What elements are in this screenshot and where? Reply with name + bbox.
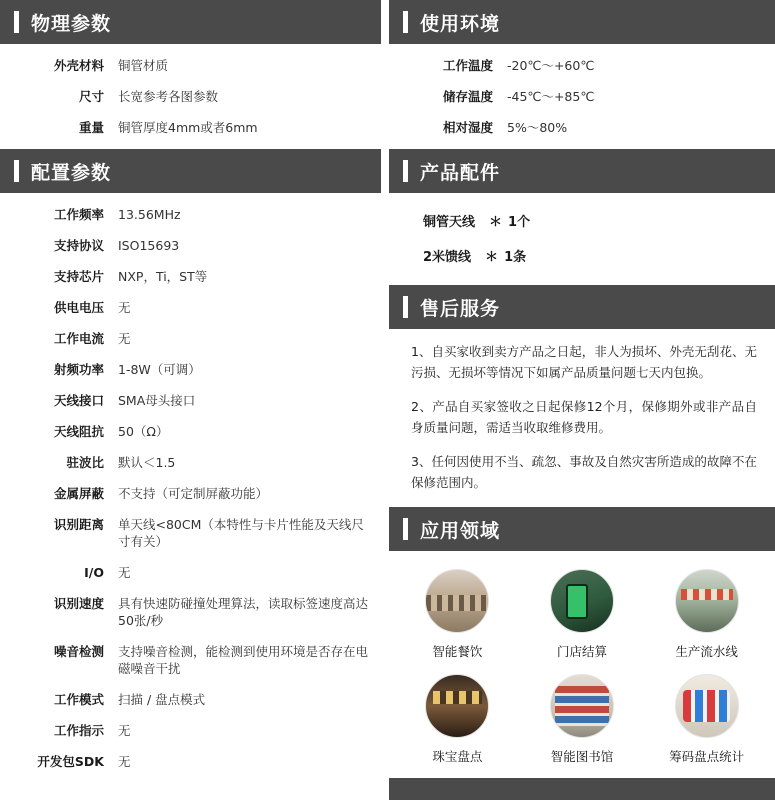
section-title-service: 售后服务 [420,297,501,320]
section-title-physical: 物理参数 [31,12,112,35]
spec-value: 50（Ω） [118,424,169,439]
table-row [0,230,381,261]
table-row [0,199,381,230]
spec-value: SMA母头接口 [118,393,196,408]
table-row [0,292,381,323]
table-row [0,588,381,636]
table-row [389,112,775,143]
spec-value: 铜管材质 [118,58,169,73]
spec-value: 铜管厚度4mm或者6mm [118,120,258,135]
spec-key: 开发包SDK [37,754,104,769]
spec-value: 1-8W（可调） [118,362,201,377]
spec-key: I/O [84,565,104,580]
application-label: 智能餐饮 [432,644,483,659]
jewelry-inventory-thumb-icon [425,674,489,738]
table-row [0,50,381,81]
spec-key: 支持协议 [53,238,104,253]
spec-value: 默认＜1.5 [118,455,176,470]
spec-key: 射频功率 [53,362,104,377]
config-params-table [0,193,381,783]
header-accent-bar [14,11,19,33]
spec-value: 不支持（可定制屏蔽功能） [118,486,269,501]
spec-value: 无 [118,331,131,346]
section-title-environment: 使用环境 [420,12,501,35]
spec-key: 工作指示 [53,723,104,738]
applications-grid-wrap [389,551,775,775]
spec-value: -45℃～+85℃ [507,89,595,104]
left-column [0,0,381,800]
library-thumb-icon [550,674,614,738]
list-item [389,203,775,238]
spec-key: 外壳材料 [53,58,104,73]
application-item [395,569,520,660]
table-row [0,81,381,112]
spec-key: 尺寸 [78,89,104,104]
right-column [389,0,775,800]
bottom-accent-bar [389,778,775,800]
production-line-thumb-icon [675,569,739,633]
spec-key: 识别速度 [53,596,104,611]
service-paragraph: 2、产品自买家签收之日起保修12个月，保修期外或非产品自身质量问题，需适当收取维修费用。 [411,399,757,435]
header-accent-bar [403,11,408,33]
application-label: 筹码盘点统计 [669,749,745,764]
spec-value: 扫描 / 盘点模式 [118,692,206,707]
header-accent-bar [403,160,408,182]
multiply-icon: ＊ [485,250,499,265]
spec-value: 支持噪音检测，能检测到使用环境是否存在电磁噪音干扰 [118,644,369,676]
section-header-environment [389,0,775,44]
spec-key: 工作频率 [53,207,104,222]
spec-key: 工作模式 [53,692,104,707]
table-row [0,354,381,385]
applications-grid [395,569,769,765]
spec-key: 工作电流 [53,331,104,346]
spec-value: 无 [118,300,131,315]
application-item [520,569,645,660]
store-checkout-thumb-icon [550,569,614,633]
table-row [0,385,381,416]
application-label: 珠宝盘点 [432,749,483,764]
spec-key: 支持芯片 [53,269,104,284]
application-item [644,569,769,660]
accessory-name: 2米馈线 [423,250,472,265]
table-row [0,478,381,509]
application-label: 智能图书馆 [550,749,614,764]
spec-key: 天线接口 [53,393,104,408]
table-row [0,416,381,447]
application-item [395,674,520,765]
spec-key: 识别距离 [53,517,104,532]
table-row [0,715,381,746]
table-row [0,557,381,588]
table-row [0,509,381,557]
table-row [0,261,381,292]
application-label: 生产流水线 [675,644,738,659]
spec-value: 5%～80% [507,120,568,135]
section-header-config [0,149,381,193]
spec-value: 无 [118,754,131,769]
table-row [389,81,775,112]
application-label: 门店结算 [556,644,607,659]
table-row [0,636,381,684]
application-item [644,674,769,765]
header-accent-bar [403,296,408,318]
spec-value: ISO15693 [118,238,180,253]
left-filler [0,783,381,800]
section-title-accessories: 产品配件 [420,161,501,184]
spec-value: -20℃～+60℃ [507,58,595,73]
header-accent-bar [14,160,19,182]
accessories-list [389,193,775,285]
table-row [389,50,775,81]
physical-params-table [0,44,381,149]
accessory-qty: 1个 [508,215,531,230]
service-paragraph: 1、自买家收到卖方产品之日起，非人为损坏、外壳无刮花、无污损、无损坏等情况下如属产品质量问题七天内包换。 [411,344,757,380]
spec-value: 无 [118,723,131,738]
spec-value: 单天线<80CM（本特性与卡片性能及天线尺寸有关） [118,517,364,549]
spec-value: NXP，Ti，ST等 [118,269,208,284]
application-item [520,674,645,765]
spec-key: 噪音检测 [53,644,104,659]
spec-key: 重量 [78,120,104,135]
table-row [0,447,381,478]
multiply-icon: ＊ [489,215,503,230]
section-header-applications [389,507,775,551]
restaurant-thumb-icon [425,569,489,633]
spec-value: 具有快速防碰撞处理算法，读取标签速度高达50张/秒 [118,596,369,628]
section-header-physical [0,0,381,44]
spec-value: 长宽参考各图参数 [118,89,219,104]
spec-key: 工作温度 [442,58,493,73]
chip-counting-thumb-icon [675,674,739,738]
table-row [0,746,381,777]
spec-key: 金属屏蔽 [53,486,104,501]
service-terms [389,329,775,507]
accessory-qty: 1条 [504,250,527,265]
spec-key: 供电电压 [53,300,104,315]
spec-value: 无 [118,565,131,580]
accessory-name: 铜管天线 [423,215,476,230]
spec-key: 天线阻抗 [53,424,104,439]
table-row [0,684,381,715]
list-item [389,238,775,273]
table-row [0,112,381,143]
section-header-accessories [389,149,775,193]
section-header-service [389,285,775,329]
environment-table [389,44,775,149]
spec-key: 驻波比 [66,455,104,470]
section-title-applications: 应用领域 [420,519,501,542]
spec-value: 13.56MHz [118,207,181,222]
header-accent-bar [403,518,408,540]
section-title-config: 配置参数 [31,161,112,184]
spec-key: 相对湿度 [442,120,493,135]
service-paragraph: 3、任何因使用不当、疏忽、事故及自然灾害所造成的故障不在保修范围内。 [411,454,757,490]
spec-key: 储存温度 [442,89,493,104]
table-row [0,323,381,354]
